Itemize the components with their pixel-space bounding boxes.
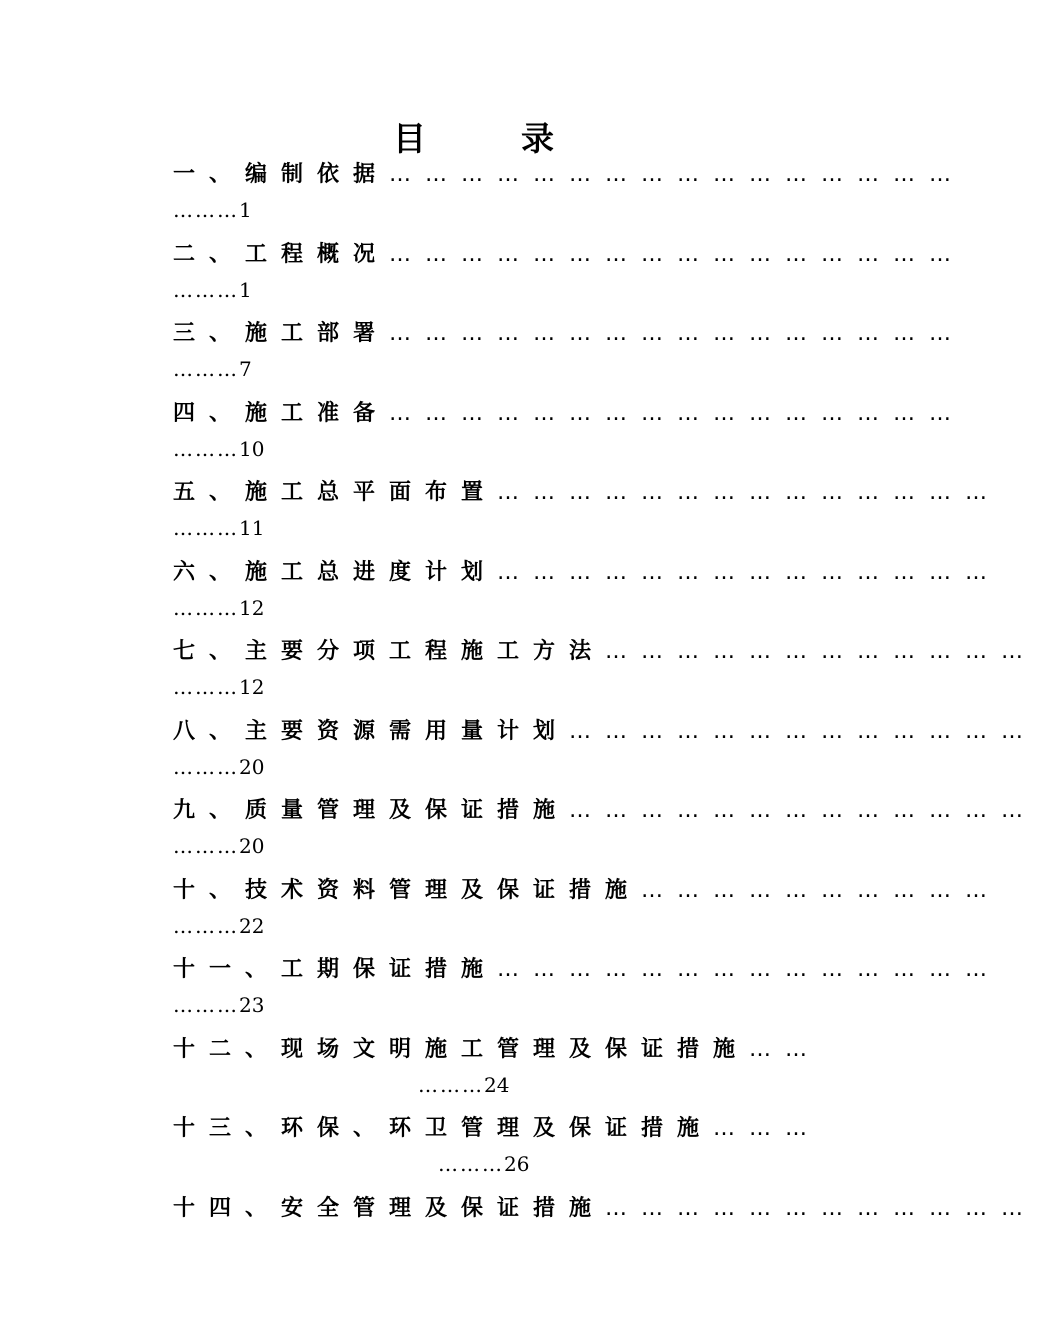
toc-entry[interactable] <box>173 555 1002 635</box>
toc-page-number: 24 <box>484 1073 510 1097</box>
toc-entry[interactable] <box>173 237 966 317</box>
toc-leader: ……… <box>438 1152 504 1176</box>
toc-title <box>0 113 950 160</box>
toc-page-number: 11 <box>239 516 265 540</box>
toc-entry[interactable] <box>173 873 1002 953</box>
toc-entry[interactable] <box>173 714 1037 794</box>
toc-entry[interactable] <box>173 1111 822 1191</box>
toc-entry-label: 十二、现场文明施工管理及保证措施 <box>173 1037 750 1062</box>
toc-entry-label: 六、施工总进度计划 <box>173 560 498 585</box>
toc-entry-label: 三、施工部署 <box>173 321 390 346</box>
toc-title-left: 目 <box>393 119 429 158</box>
toc-page-number: 20 <box>239 755 265 779</box>
toc-page-number: 10 <box>239 437 265 461</box>
toc-leader: ………………………………………… <box>389 162 966 187</box>
toc-leader: ……… <box>713 1116 822 1141</box>
toc-entry[interactable] <box>173 316 966 396</box>
toc-leader: ………………………………………… <box>389 242 966 267</box>
toc-entry-label: 十四、安全管理及保证措施 <box>173 1196 606 1221</box>
toc-leader: ………………………………………… <box>389 401 966 426</box>
toc-page-number: 12 <box>239 675 265 699</box>
toc-entry-label: 一、编制依据 <box>173 162 390 187</box>
toc-leader: ……… <box>173 834 239 858</box>
toc-entry[interactable] <box>173 157 966 237</box>
toc-entry[interactable] <box>173 1032 822 1112</box>
toc-page-number: 1 <box>239 278 252 302</box>
toc-leader: ……… <box>418 1073 484 1097</box>
toc-leader: …………………………………… <box>497 560 1002 585</box>
toc-leader: ………………………………… <box>569 719 1037 744</box>
toc-page-number: 23 <box>239 993 265 1017</box>
toc-entry[interactable] <box>173 634 1037 714</box>
toc-leader: ……… <box>173 357 239 381</box>
toc-leader: ……… <box>173 516 239 540</box>
toc-page-number: 22 <box>239 914 265 938</box>
toc-entry-label: 五、施工总平面布置 <box>173 480 498 505</box>
toc-leader: ……………………………… <box>605 1196 1037 1221</box>
toc-page-number: 20 <box>239 834 265 858</box>
toc-leader: …… <box>749 1037 822 1062</box>
toc-entry-label: 七、主要分项工程施工方法 <box>173 639 606 664</box>
toc-page-number: 12 <box>239 596 265 620</box>
toc-entry-label: 四、施工准备 <box>173 401 390 426</box>
toc-leader: ……… <box>173 437 239 461</box>
toc-leader: ……… <box>173 278 239 302</box>
toc-entry[interactable] <box>173 952 1002 1032</box>
toc-entry-label: 十一、工期保证措施 <box>173 957 498 982</box>
toc-entry[interactable] <box>173 793 1037 873</box>
toc-page-number: 7 <box>239 357 252 381</box>
toc-title-right: 录 <box>521 119 557 158</box>
toc-leader: ………………………… <box>641 878 1002 903</box>
toc-entry-label: 十、技术资料管理及保证措施 <box>173 878 642 903</box>
toc-leader: ……… <box>173 993 239 1017</box>
toc-leader: ……… <box>173 755 239 779</box>
toc-entry-label: 九、质量管理及保证措施 <box>173 798 570 823</box>
toc-leader: …………………………………… <box>497 480 1002 505</box>
toc-entry-label: 十三、环保、环卫管理及保证措施 <box>173 1116 714 1141</box>
toc-leader: ………………………………… <box>569 798 1037 823</box>
toc-leader: …………………………………… <box>497 957 1002 982</box>
toc-entry[interactable] <box>173 1191 1037 1271</box>
toc-entry-label: 八、主要资源需用量计划 <box>173 719 570 744</box>
toc-page-number: 26 <box>504 1152 530 1176</box>
toc-leader: ……… <box>173 914 239 938</box>
toc-leader: ……… <box>173 198 239 222</box>
toc-leader: ……………………………… <box>605 639 1037 664</box>
toc-entry[interactable] <box>173 396 966 476</box>
toc-leader: ………………………………………… <box>389 321 966 346</box>
toc-page-number: 1 <box>239 198 252 222</box>
toc-leader: ……… <box>173 596 239 620</box>
toc-entry-label: 二、工程概况 <box>173 242 390 267</box>
toc-entry[interactable] <box>173 475 1002 555</box>
toc-leader: ……… <box>173 675 239 699</box>
